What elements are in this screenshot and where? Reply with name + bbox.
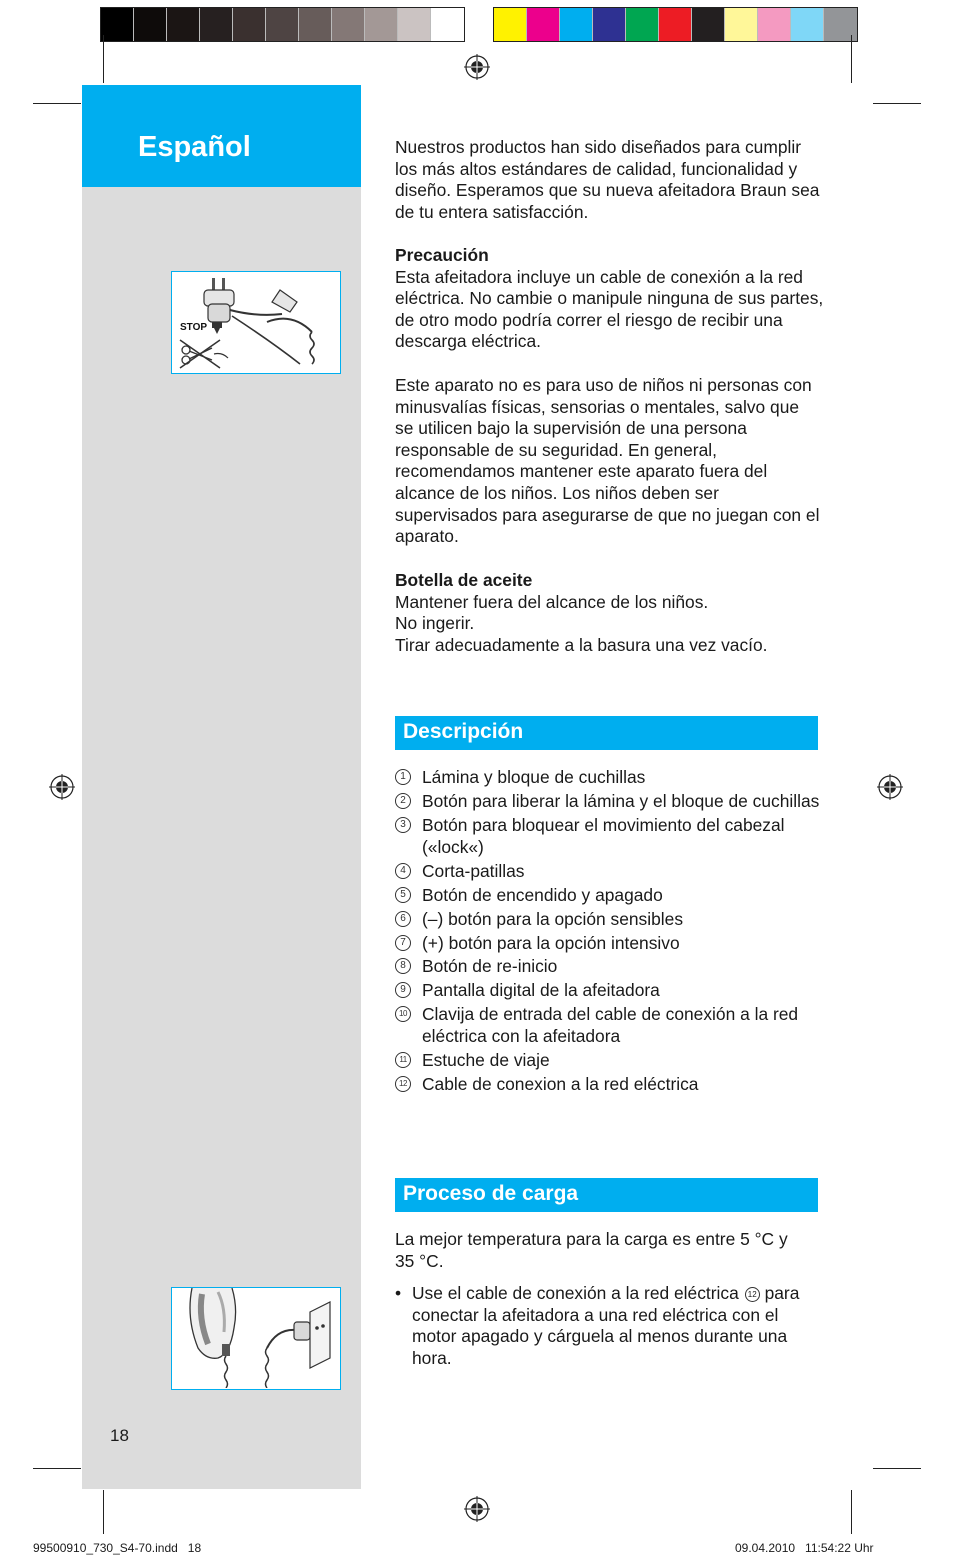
- color-swatch: [332, 8, 365, 41]
- carga-header: [395, 1178, 818, 1212]
- list-item-text: Botón para bloquear el movimiento del cabezal («lock«): [422, 814, 785, 857]
- circled-number-icon: 5: [395, 887, 411, 903]
- crop-mark: [851, 1490, 852, 1534]
- color-swatch: [299, 8, 332, 41]
- color-swatch: [593, 8, 626, 41]
- botella-line-2: No ingerir.: [395, 613, 475, 634]
- carga-bullet-start: Use el cable de conexión a la red eléctrica: [412, 1283, 739, 1303]
- descripcion-header: [395, 716, 818, 750]
- circled-number-icon: 12: [745, 1287, 760, 1302]
- color-swatch: [134, 8, 167, 41]
- bullet-dot: •: [395, 1283, 402, 1303]
- color-swatch: [398, 8, 431, 41]
- list-item: [395, 791, 825, 813]
- registration-target-icon: [464, 1496, 490, 1522]
- crop-mark: [33, 1468, 81, 1469]
- color-swatch: [167, 8, 200, 41]
- registration-target-icon: [464, 54, 490, 80]
- list-item: [395, 1050, 825, 1072]
- color-swatch: [692, 8, 725, 41]
- circled-number-icon: 1: [395, 769, 411, 785]
- color-swatch: [824, 8, 857, 41]
- circled-number-icon: 10: [395, 1006, 411, 1022]
- color-calibration-bar: [100, 7, 858, 42]
- color-swatch: [365, 8, 398, 41]
- crop-mark: [851, 35, 852, 83]
- color-swatch: [494, 8, 527, 41]
- figure-shaver-charging: [171, 1287, 341, 1390]
- list-item: [395, 909, 825, 931]
- plug-stop-scissors-icon: [172, 272, 339, 372]
- circled-number-icon: 11: [395, 1052, 411, 1068]
- descripcion-heading: Descripción: [403, 720, 524, 743]
- list-item-text: Botón de re-inicio: [422, 956, 558, 977]
- list-item-text: Corta-patillas: [422, 860, 525, 881]
- color-swatch: [659, 8, 692, 41]
- color-swatch: [101, 8, 134, 41]
- footer-file-info: 99500910_730_S4-70.indd 18: [33, 1541, 202, 1555]
- precaucion-heading: Precaución: [395, 245, 489, 265]
- botella-heading: Botella de aceite: [395, 570, 533, 590]
- crop-mark: [873, 1468, 921, 1469]
- carga-temperature-text: La mejor temperatura para la carga es entre 5 °C y 35 °C.: [395, 1229, 788, 1271]
- list-item: [395, 815, 825, 858]
- list-item-text: Lámina y bloque de cuchillas: [422, 767, 646, 787]
- list-item-text: (–) botón para la opción sensibles: [422, 908, 684, 929]
- registration-target-icon: [877, 774, 903, 800]
- list-item: [395, 767, 825, 789]
- intro-paragraph: [395, 137, 825, 223]
- circled-number-icon: 3: [395, 817, 411, 833]
- ninos-text: Este aparato no es para uso de niños ni personas con minusvalías físicas, sensorias o mentales, salvo que se utilicen bajo la supervisión de una persona responsable de su seguridad. En general, recomendamos mantener este aparato fuera del alcance de los niños. Los niños deben ser supervisados para asegurarse de que no juegan con el aparato.: [395, 375, 820, 547]
- color-swatch: [233, 8, 266, 41]
- carga-heading: Proceso de carga: [403, 1182, 579, 1205]
- list-item: [395, 956, 825, 978]
- list-item: [395, 933, 825, 955]
- carga-bullet: [395, 1283, 825, 1369]
- crop-mark: [873, 103, 921, 104]
- stop-label: STOP: [180, 322, 208, 333]
- circled-number-icon: 8: [395, 958, 411, 974]
- circled-number-icon: 7: [395, 935, 411, 951]
- intro-text: Nuestros productos han sido diseñados para cumplir los más altos estándares de calidad, funcionalidad y diseño. Esperamos que su nueva afeitadora Braun sea de tu entera satisfacción.: [395, 137, 820, 222]
- color-swatch: [431, 8, 464, 41]
- circled-number-icon: 4: [395, 863, 411, 879]
- color-swatch-group: [493, 7, 858, 42]
- carga-bullet-end: para conectar la afeitadora a una red eléctrica con el motor apagado y cárguela al menos durante una hora.: [412, 1283, 800, 1368]
- botella-section: [395, 570, 825, 656]
- figure-plug: [171, 271, 341, 374]
- footer-timestamp: 09.04.2010 11:54:22 Uhr: [735, 1541, 874, 1555]
- gray-swatch-group: [100, 7, 465, 42]
- crop-mark: [103, 1490, 104, 1534]
- circled-number-icon: 6: [395, 911, 411, 927]
- list-item-text: Cable de conexion a la red eléctrica: [422, 1074, 699, 1095]
- list-item-text: Botón para liberar la lámina y el bloque de cuchillas: [422, 790, 820, 811]
- carga-bullet-text: [412, 1283, 825, 1369]
- color-swatch: [560, 8, 593, 41]
- color-swatch: [200, 8, 233, 41]
- color-swatch: [791, 8, 824, 41]
- page-title: Español: [138, 131, 251, 163]
- list-item-text: (+) botón para la opción intensivo: [422, 932, 680, 953]
- list-item: [395, 861, 825, 883]
- list-item-text: Estuche de viaje: [422, 1050, 550, 1071]
- botella-line-3: Tirar adecuadamente a la basura una vez vacío.: [395, 634, 768, 655]
- list-item: [395, 980, 825, 1002]
- circled-number-icon: 12: [395, 1076, 411, 1092]
- crop-mark: [33, 103, 81, 104]
- list-item: [395, 885, 825, 907]
- circled-number-icon: 2: [395, 793, 411, 809]
- color-swatch: [266, 8, 299, 41]
- list-item-text: Pantalla digital de la afeitadora: [422, 980, 660, 1001]
- carga-temperature: [395, 1229, 795, 1272]
- list-item-text: Botón de encendido y apagado: [422, 884, 663, 905]
- page-number: 18: [110, 1426, 129, 1445]
- list-item: [395, 1074, 825, 1096]
- list-item: [395, 1004, 825, 1047]
- precaucion-text: Esta afeitadora incluye un cable de conexión a la red eléctrica. No cambie o manipule ninguna de sus partes, de otro modo podría correr el riesgo de recibir una descarga eléctrica.: [395, 266, 824, 352]
- crop-mark: [103, 35, 104, 83]
- color-swatch: [758, 8, 791, 41]
- registration-target-icon: [49, 774, 75, 800]
- circled-number-icon: 9: [395, 982, 411, 998]
- color-swatch: [527, 8, 560, 41]
- color-swatch: [725, 8, 758, 41]
- color-swatch: [626, 8, 659, 41]
- ninos-paragraph: [395, 375, 820, 548]
- precaucion-section: [395, 245, 825, 353]
- list-item-text: Clavija de entrada del cable de conexión a la red eléctrica con la afeitadora: [422, 1004, 799, 1047]
- descripcion-list: [395, 767, 825, 1098]
- botella-line-1: Mantener fuera del alcance de los niños.: [395, 591, 709, 612]
- shaver-charging-icon: [172, 1288, 339, 1388]
